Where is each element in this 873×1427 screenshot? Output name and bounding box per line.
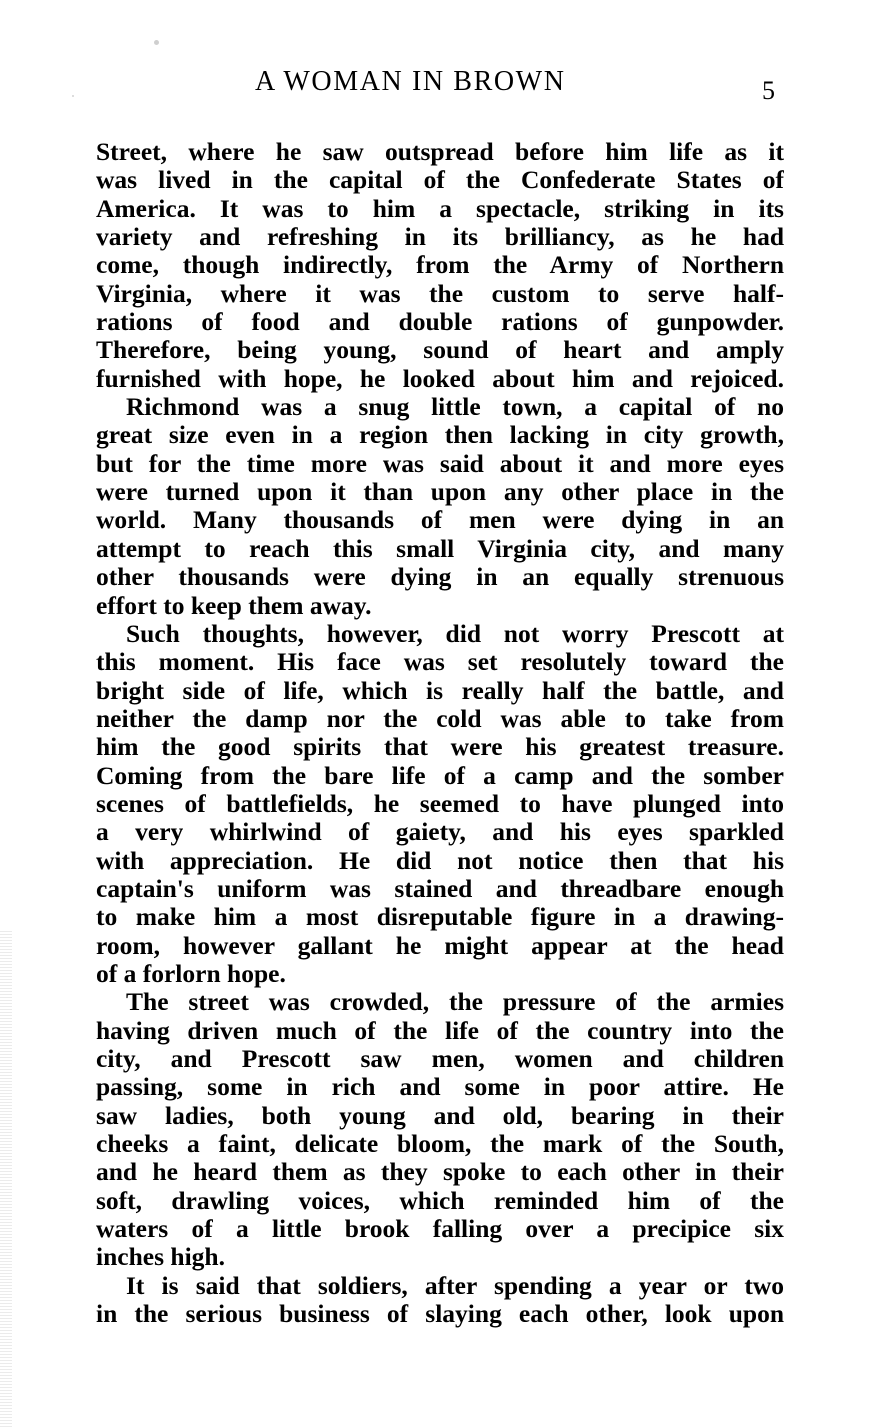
- margin-speck: [154, 40, 159, 45]
- text-line: America. It was to him a spectacle, striking in its: [96, 194, 784, 223]
- text-line: waters of a little brook falling over a precipice six: [96, 1215, 784, 1244]
- text-line: Street, where he saw outspread before him life as it: [96, 138, 784, 166]
- text-line: in the serious business of slaying each other, look upon: [96, 1300, 784, 1329]
- text-line: captain's uniform was stained and threadbare enough: [96, 874, 784, 903]
- text-line: Therefore, being young, sound of heart and amply: [96, 336, 784, 365]
- text-line: with appreciation. He did not notice then that his: [96, 846, 784, 875]
- text-line: city, and Prescott saw men, women and children: [96, 1045, 784, 1073]
- text-line: was lived in the capital of the Confederate States of: [96, 166, 784, 195]
- paragraph-start-line: Such thoughts, however, did not worry Prescott at: [126, 619, 784, 648]
- margin-speck-left: [72, 95, 74, 97]
- text-line: passing, some in rich and some in poor attire. He: [96, 1073, 784, 1102]
- text-line: a very whirlwind of gaiety, and his eyes sparkled: [96, 818, 784, 847]
- text-line: come, though indirectly, from the Army of Northern: [96, 251, 784, 280]
- text-line: variety and refreshing in its brilliancy, as he had: [96, 223, 784, 252]
- text-line: room, however gallant he might appear at the head: [96, 931, 784, 960]
- text-line: great size even in a region then lacking in city growth,: [96, 421, 784, 450]
- text-line: having driven much of the life of the country into the: [96, 1016, 784, 1045]
- text-line: world. Many thousands of men were dying in an: [96, 506, 784, 535]
- paragraph-end-line: of a forlorn hope.: [96, 959, 286, 988]
- text-line: but for the time more was said about it and more eyes: [96, 449, 784, 478]
- page-edge-shadow: [0, 930, 12, 1427]
- text-line: and he heard them as they spoke to each other in their: [96, 1158, 784, 1187]
- text-line: cheeks a faint, delicate bloom, the mark of the South,: [96, 1130, 784, 1159]
- running-title: A WOMAN IN BROWN: [255, 66, 566, 97]
- text-line: neither the damp nor the cold was able to take from: [96, 704, 784, 733]
- text-line: saw ladies, both young and old, bearing in their: [96, 1101, 784, 1130]
- paragraph-end-line: effort to keep them away.: [96, 591, 372, 620]
- text-line: other thousands were dying in an equally strenuous: [96, 563, 784, 592]
- text-line: scenes of battlefields, he seemed to have plunged into: [96, 789, 784, 818]
- body-text: [96, 138, 784, 1328]
- text-line: this moment. His face was set resolutely toward the: [96, 648, 784, 677]
- text-line: to make him a most disreputable figure in a drawing-: [96, 903, 784, 932]
- text-line: were turned upon it than upon any other place in the: [96, 478, 784, 507]
- text-line: rations of food and double rations of gunpowder.: [96, 308, 784, 337]
- text-line: him the good spirits that were his greatest treasure.: [96, 733, 784, 762]
- paragraph-start-line: It is said that soldiers, after spending a year or two: [126, 1271, 784, 1300]
- text-line: furnished with hope, he looked about him and rejoiced.: [96, 364, 784, 393]
- text-line: Virginia, where it was the custom to serve half-: [96, 279, 784, 308]
- paragraph-start-line: Richmond was a snug little town, a capital of no: [126, 393, 784, 422]
- text-line: attempt to reach this small Virginia city, and many: [96, 534, 784, 563]
- text-line: Coming from the bare life of a camp and the somber: [96, 761, 784, 790]
- text-line: soft, drawling voices, which reminded him of the: [96, 1186, 784, 1215]
- paragraph-start-line: The street was crowded, the pressure of the armies: [126, 988, 784, 1017]
- paragraph-end-line: inches high.: [96, 1243, 225, 1272]
- page-number: 5: [762, 76, 775, 105]
- text-line: bright side of life, which is really half the battle, and: [96, 676, 784, 705]
